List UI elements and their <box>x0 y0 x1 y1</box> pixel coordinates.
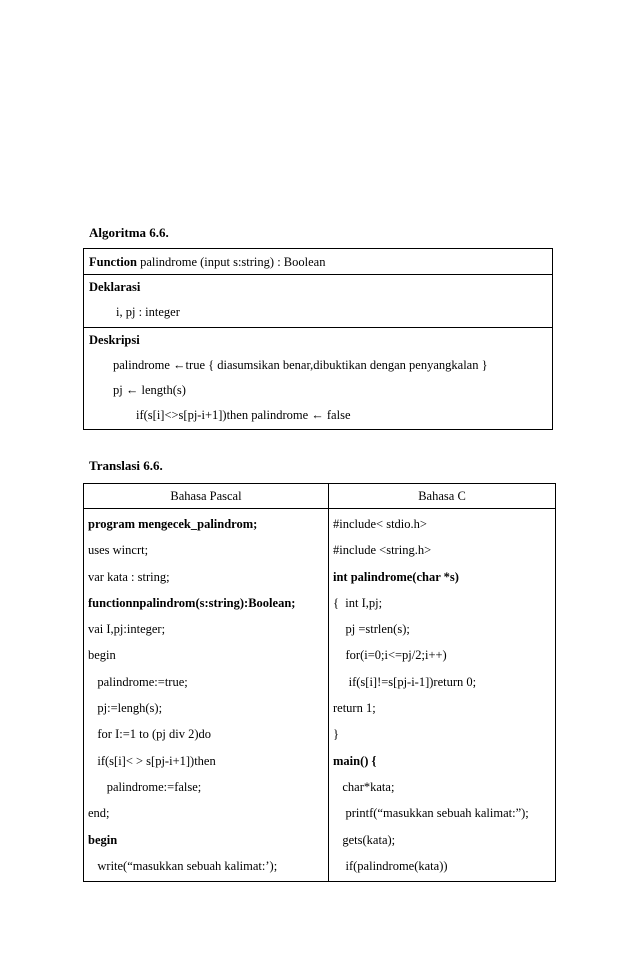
pascal-code-line: for I:=1 to (pj div 2)do <box>88 727 212 742</box>
table-row <box>84 509 556 882</box>
pascal-code-line: palindrome:=false; <box>88 779 202 794</box>
pascal-code-line: vai I,pj:integer; <box>88 622 166 637</box>
c-code-line: { int I,pj; <box>333 595 383 610</box>
column-header-c: Bahasa C <box>329 484 556 509</box>
deklarasi-label: Deklarasi <box>89 280 141 294</box>
deskripsi-line: palindrome ←true { diasumsikan benar,dibuktikan dengan penyangkalan } <box>113 358 488 372</box>
c-code-line: int palindrome(char *s) <box>333 569 459 584</box>
c-code-line: return 1; <box>333 701 376 716</box>
translation-table <box>83 483 556 882</box>
c-code-line: #include< stdio.h> <box>333 517 427 531</box>
algoritma-heading: Algoritma 6.6. <box>89 225 169 240</box>
c-code-line: gets(kata); <box>333 832 396 847</box>
c-code-line: #include <string.h> <box>333 543 432 558</box>
c-code-line: pj =strlen(s); <box>333 622 410 637</box>
pascal-code-line: end; <box>88 806 110 821</box>
deskripsi-line: pj ← length(s) <box>113 383 186 397</box>
pascal-code-line: if(s[i]< > s[pj-i+1])then <box>88 753 216 768</box>
c-code-line: for(i=0;i<=pj/2;i++) <box>333 648 447 663</box>
function-signature: palindrome (input s:string) : Boolean <box>136 255 326 269</box>
pascal-code-line: var kata : string; <box>88 569 170 584</box>
c-code-cell <box>329 509 556 882</box>
c-code-line: if(palindrome(kata)) <box>333 858 448 873</box>
deskripsi-row <box>84 328 552 429</box>
c-code-line: printf(“masukkan sebuah kalimat:”); <box>333 806 529 821</box>
c-code-line: if(s[i]!=s[pj-i-1])return 0; <box>333 674 477 689</box>
c-code-line: } <box>333 727 339 742</box>
table-header-row <box>84 484 556 509</box>
c-code-line: main() { <box>333 753 377 768</box>
deskripsi-line: if(s[i]<>s[pj-i+1])then palindrome ← false <box>136 408 351 422</box>
c-code-line: char*kata; <box>333 779 395 794</box>
deklarasi-row <box>84 275 552 328</box>
deklarasi-line: i, pj : integer <box>116 305 180 319</box>
pascal-code-cell <box>84 509 329 882</box>
translasi-heading: Translasi 6.6. <box>89 458 163 473</box>
pascal-code-line: begin <box>88 832 118 847</box>
algorithm-box <box>83 248 553 430</box>
column-header-pascal: Bahasa Pascal <box>84 484 329 509</box>
pascal-code-line: pj:=lengh(s); <box>88 701 163 716</box>
function-keyword: Function <box>89 255 137 269</box>
pascal-code-line: program mengecek_palindrom; <box>88 517 258 531</box>
deskripsi-label: Deskripsi <box>89 333 140 347</box>
pascal-code-line: palindrome:=true; <box>88 674 188 689</box>
pascal-code-line: write(“masukkan sebuah kalimat:’); <box>88 858 278 873</box>
pascal-code-line: functionnpalindrom(s:string):Boolean; <box>88 595 296 610</box>
function-row <box>84 249 552 275</box>
pascal-code-line: begin <box>88 648 116 663</box>
pascal-code-line: uses wincrt; <box>88 543 149 558</box>
